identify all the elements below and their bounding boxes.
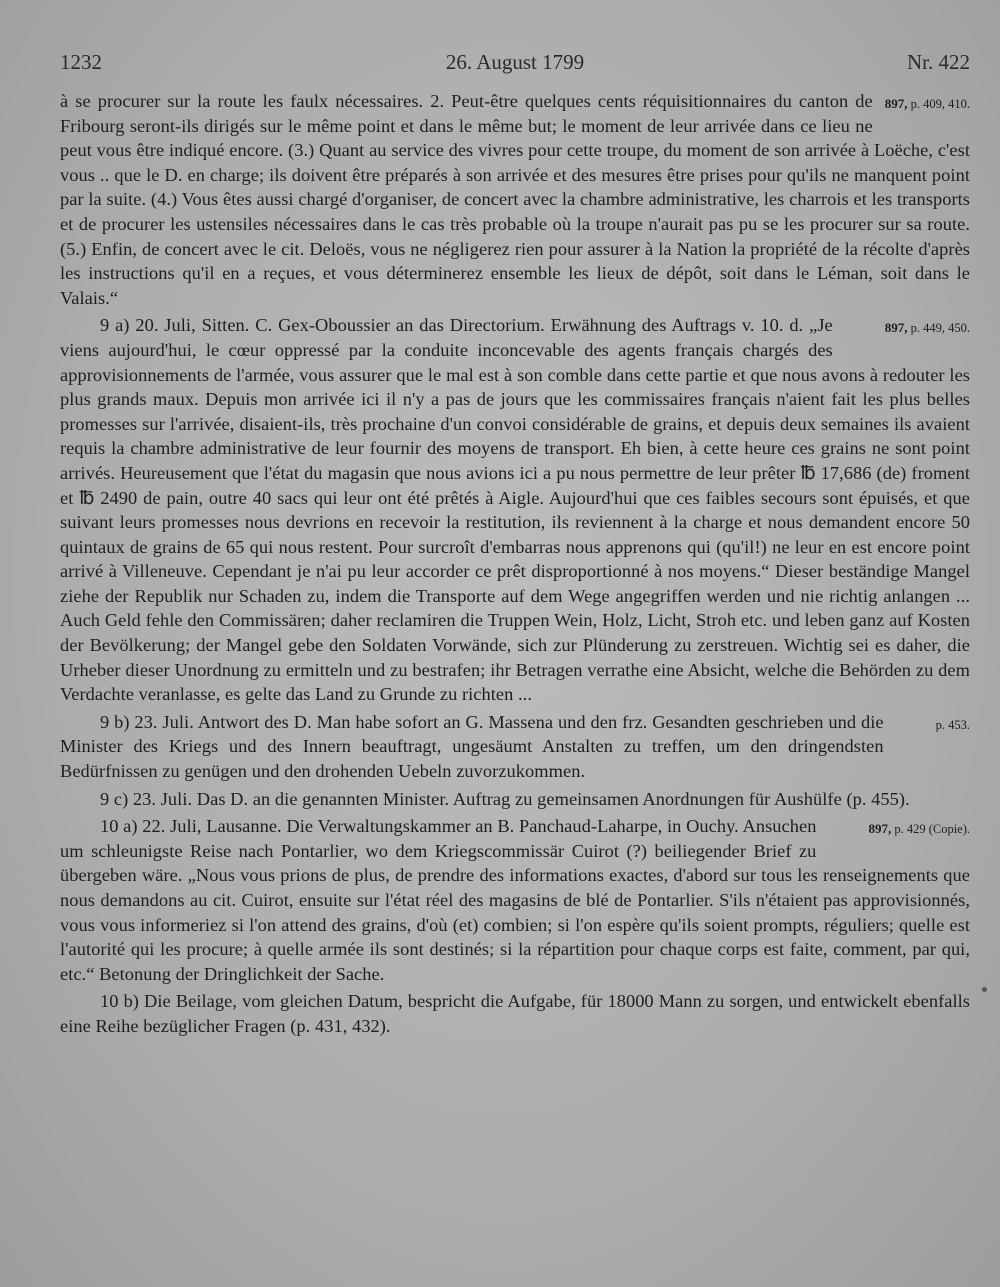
paragraph-text: 9 a) 20. Juli, Sitten. C. Gex-Oboussier an das Directorium. Erwähnung des Auftrags v. 10. d. „Je viens aujourd'hui, le cœur oppressé par la conduite inconcevable des agents français chargés des approvisionnements de l'armée, vous assurer que le mal est à son comble dans cette partie et que nous avons à redouter les plus grands maux. Depuis mon arrivée ici il n'y a pas de jours que les commissaires français n'aient fait les plus belles promesses sur l'arrivée, disaient-ils, très prochaine d'un convoi considérable de grains, et depuis deux semaines ils avaient requis la chambre administrative de leur fournir des moyens de transport. Eh bien, à cette heure ces grains ne sont point arrivés. Heureusement que l'état du magasin que nous avions ici a pu nous permettre de leur prêter ℔ 17,686 (de) froment et ℔ 2490 de pain, outre 40 sacs qui leur ont été prêtés à Aigle. Aujourd'hui que ces faibles secours sont épuisés, et que suivant leurs promesses nous devrions en recevoir la restitution, ils reviennent à la charge et nous demandent encore 50 quintaux de grains de 65 qui nous restent. Pour surcroît d'embarras nous apprenons qui (qu'il!) ne leur en est encore point arrivé à Villeneuve. Cependant je n'ai pu leur accorder ce prêt disproportionné à nos moyens.“ Dieser beständige Mangel ziehe der Republik nur Schaden zu, indem die Transporte auf dem Wege angegriffen werden und nie richtig anlangen ... Auch Geld fehle den Commissären; daher reclamiren die Truppen Wein, Holz, Licht, Stroh etc. und leben ganz auf Kosten der Bevölkerung; der Mangel gebe den Soldaten Vorwände, sich zur Plünderung zu zerstreuen. Wichtig sei es daher, die Urheber dieser Unordnung zu ermitteln und zu bestrafen; ihr Betragen verrathe eine Absicht, welche die Behörden zu dem Verdachte veranlasse, es gelte das Land zu Grunde zu richten ...	[60, 315, 970, 705]
entry-9c	[60, 787, 970, 812]
source-reference	[896, 710, 970, 738]
reference-pages: p. 429 (Copie).	[894, 822, 970, 837]
document-number: Nr. 422	[907, 50, 970, 74]
source-reference	[885, 89, 970, 117]
paragraph-continuation	[60, 89, 970, 310]
reference-pages: p. 409, 410.	[910, 97, 970, 111]
source-reference	[845, 313, 970, 341]
source-reference	[828, 814, 970, 842]
reference-volume: 897,	[884, 320, 908, 336]
entry-9a	[60, 313, 970, 707]
reference-volume: 897,	[868, 821, 892, 837]
reference-pages: p. 449, 450.	[910, 321, 970, 336]
page-number: 1232	[60, 50, 102, 74]
reference-pages: p. 453.	[935, 717, 970, 732]
entry-9b	[60, 710, 970, 784]
paragraph-text: 10 a) 22. Juli, Lausanne. Die Verwaltungskammer an B. Panchaud-Laharpe, in Ouchy. Ansuchen um schleunigste Reise nach Pontarlier, wo dem Kriegscommissär Cuirot (?) beiliegender Brief zu übergeben wäre. „Nous vous prions de plus, de prendre des informations exactes, d'abord sur tous les renseignements que nous demandons au cit. Cuirot, ensuite sur l'état réel des magasins de blé de Pontarlier. S'ils n'étaient pas approvisionnés, vous vous informeriez si l'on attend des grains, d'où (et) combien; si l'on espère qu'ils soient prompts, réguliers; quelle est l'autorité qui les procure; à quelle armée ils sont destinés; si la répartition pour chaque corps est faite, comment, par qui, etc.“ Betonung der Dringlichkeit der Sache.	[60, 816, 970, 984]
running-header	[60, 50, 970, 82]
paragraph-text: 9 c) 23. Juli. Das D. an die genannten Minister. Auftrag zu gemeinsamen Anordnungen für Aushülfe (p. 455).	[100, 788, 910, 809]
paragraph-text: 9 b) 23. Juli. Antwort des D. Man habe sofort an G. Massena und den frz. Gesandten geschrieben und die Minister des Kriegs und des Innern beauftragt, ungesäumt Anstalten zu treffen, um den dringendsten Bedürfnissen zu genügen und den drohenden Uebeln zuvorzukommen.	[60, 711, 884, 782]
entry-10b	[60, 989, 970, 1038]
paragraph-text: à se procurer sur la route les faulx nécessaires. 2. Peut-être quelques cents réquisitionnaires du canton de Fribourg seront-ils dirigés sur le même point et dans le même but; le moment de leur arrivée dans ce lieu ne peut vous être indiqué encore. (3.) Quant au service des vivres pour cette troupe, du moment de son arrivée à Loëche, c'est vous .. que le D. en charge; ils doivent être préparés à son arrivée et des mesures être prises pour qu'ils ne manquent point par la suite. (4.) Vous êtes aussi chargé d'organiser, de concert avec la chambre administrative, les charrois et les transports et de procurer les ustensiles nécessaires dans le cas très probable où la troupe n'aurait pas pu se les procurer sur sa route. (5.) Enfin, de concert avec le cit. Deloës, vous ne négligerez rien pour assurer à la Nation la propriété de la récolte d'après les instructions qu'il en a reçues, et vous déterminerez ensemble les lieux de dépôt, soit dans le Léman, soit dans le Valais.“	[60, 91, 970, 308]
header-date: 26. August 1799	[445, 50, 585, 74]
body-text	[60, 89, 970, 1039]
reference-volume: 897,	[884, 96, 908, 111]
paragraph-text: 10 b) Die Beilage, vom gleichen Datum, bespricht die Aufgabe, für 18000 Mann zu sorgen, und entwickelt ebenfalls eine Reihe bezüglicher Fragen (p. 431, 432).	[60, 991, 970, 1036]
margin-dot	[982, 987, 987, 992]
entry-10a	[60, 814, 970, 986]
